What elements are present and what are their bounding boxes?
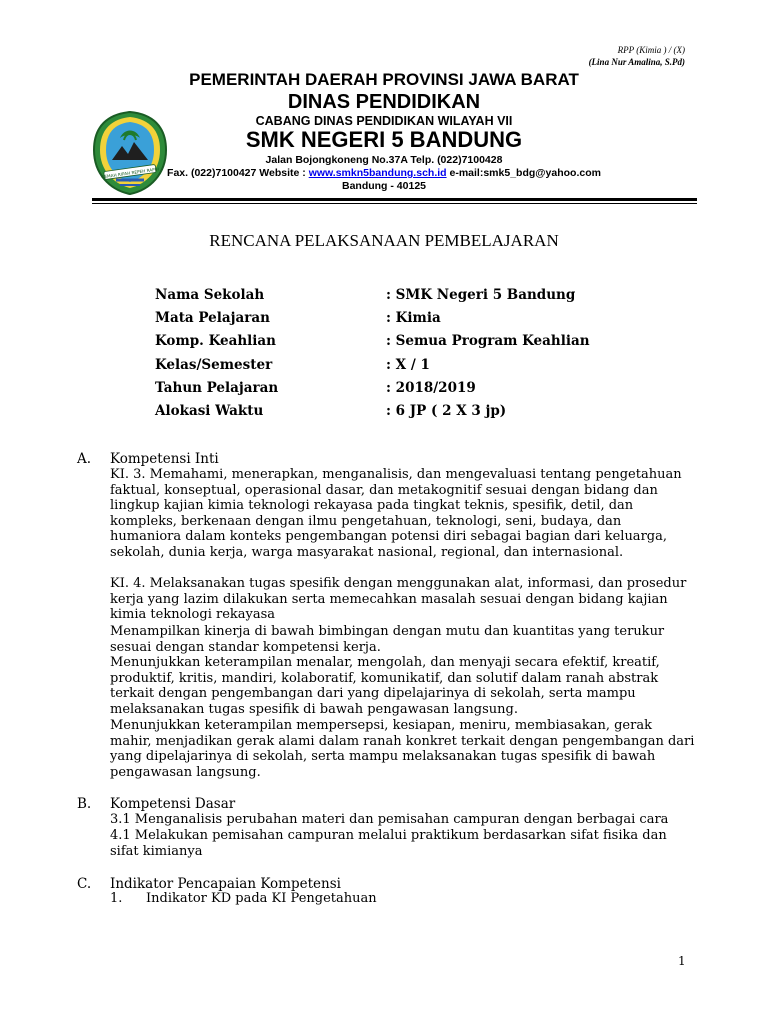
svg-text:GEMAH RIPAH REPEH RAPIH: GEMAH RIPAH REPEH RAPIH [100, 166, 160, 180]
ki3-paragraph: KI. 3. Memahami, menerapkan, menganalisis, dan mengevaluasi tentang pengetahuan faktual, konseptual, operasional dasar, dan metakognitif sesuai dengan bidang dan lingkup kajian kimia teknologi rekayasa pada tingkat teknis, spesifik, detil, dan kompleks, berkenaan dengan ilmu pengetahuan, teknologi, seni, budaya, dan humaniora dalam konteks pengembangan potensi diri sebagai bagian dari keluarga, sekolah, dunia kerja, warga masyarakat nasional, regional, dan internasional. [110, 467, 682, 560]
kop-email: e-mail:smk5_bdg@yahoo.com [449, 167, 601, 179]
rpp-subject: RPP (Kimia ) / (X) [617, 45, 685, 55]
section-a-title: Kompetensi Inti [110, 451, 219, 467]
letterhead-divider-thin [92, 203, 697, 204]
rpp-teacher: (Lina Nur Amalina, S.Pd) [588, 57, 685, 67]
identity-label: Tahun Pelajaran [155, 380, 279, 396]
ki4-paragraph-4: Menunjukkan keterampilan mempersepsi, kesiapan, meniru, membiasakan, gerak mahir, menjadikan gerak alami dalam ranah konkret terkait dengan pengembangan dari yang dipelajarinya di sekolah, serta mampu melaksanakan tugas spesifik di bawah pengawasan langsung. [110, 718, 695, 780]
letterhead-divider-thick [92, 198, 697, 201]
kop-agency: DINAS PENDIDIKAN [287, 91, 481, 113]
kop-city: Bandung - 40125 [341, 180, 427, 192]
kop-branch: CABANG DINAS PENDIDIKAN WILAYAH VII [255, 114, 513, 128]
kop-fax-website-label: Fax. (022)7100427 Website : [167, 167, 306, 179]
identity-label: Mata Pelajaran [155, 310, 270, 326]
identity-label: Komp. Keahlian [155, 333, 276, 349]
kop-school-name: SMK NEGERI 5 BANDUNG [245, 127, 523, 152]
identity-value: : 6 JP ( 2 X 3 jp) [386, 403, 507, 419]
identity-value: : Kimia [386, 310, 441, 326]
section-a-letter: A. [77, 451, 92, 467]
ki4-paragraph: KI. 4. Melaksanakan tugas spesifik dengan menggunakan alat, informasi, dan prosedur kerja yang lazim dilakukan serta memecahkan masalah sesuai dengan bidang kajian kimia teknologi rekayasa [110, 576, 687, 622]
indicator-number: 1. [110, 891, 123, 906]
ki4-paragraph-3: Menunjukkan keterampilan menalar, mengolah, dan menyaji secara efektif, kreatif, produktif, kritis, mandiri, kolaboratif, komunikatif, dan solutif dalam ranah abstrak terkait dengan pengembangan dari yang dipelajarinya di sekolah, serta mampu melaksanakan tugas spesifik di bawah pengawasan langsung. [110, 655, 660, 717]
kd-item: 3.1 Menganalisis perubahan materi dan pemisahan campuran dengan berbagai cara [110, 812, 669, 827]
identity-value: : X / 1 [386, 357, 430, 373]
identity-value: : Semua Program Keahlian [386, 333, 590, 349]
identity-label: Nama Sekolah [155, 287, 265, 303]
identity-value: : SMK Negeri 5 Bandung [386, 287, 576, 303]
identity-label: Kelas/Semester [155, 357, 273, 373]
website-link[interactable]: www.smkn5bandung.sch.id [308, 167, 447, 179]
page-number: 1 [678, 954, 686, 968]
section-b-letter: B. [77, 796, 92, 812]
rpp-meta [589, 44, 685, 68]
kop-address: Jalan Bojongkoneng No.37A Telp. (022)7100428 [265, 154, 503, 166]
identity-label: Alokasi Waktu [155, 403, 264, 419]
identity-value: : 2018/2019 [386, 380, 476, 396]
kd-item: 4.1 Melakukan pemisahan campuran melalui praktikum berdasarkan sifat fisika dan sifat kimianya [110, 828, 667, 859]
section-c-title: Indikator Pencapaian Kompetensi [110, 876, 341, 892]
ki4-paragraph-2: Menampilkan kinerja di bawah bimbingan dengan mutu dan kuantitas yang terukur sesuai dengan standar kompetensi kerja. [110, 624, 665, 655]
indicator-text: Indikator KD pada KI Pengetahuan [146, 891, 377, 906]
section-c-letter: C. [77, 876, 92, 892]
kop-province: PEMERINTAH DAERAH PROVINSI JAWA BARAT [189, 70, 579, 89]
section-b-title: Kompetensi Dasar [110, 796, 236, 812]
kop-contact [0, 167, 768, 179]
document-title: RENCANA PELAKSANAAN PEMBELAJARAN [209, 231, 559, 250]
